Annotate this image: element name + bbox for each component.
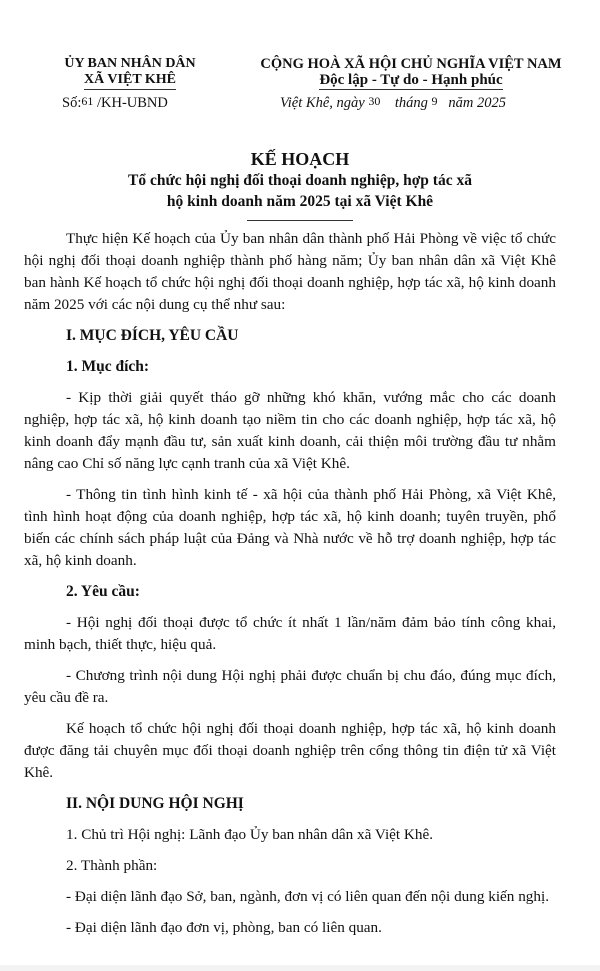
title-sub-2: hộ kinh doanh năm 2025 tại xã Việt Khê bbox=[166, 193, 434, 210]
section-1-2-paragraph-3: Kế hoạch tổ chức hội nghị đối thoại doanh nghiệp, hợp tác xã, hộ kinh doanh được đăng tải chuyên mục đối thoại doanh nghiệp trên cổng thông tin điện tử xã Việt Khê. bbox=[24, 720, 556, 781]
nation-name: CỘNG HOÀ XÃ HỘI CHỦ NGHĨA VIỆT NAM bbox=[260, 56, 562, 72]
doc-number-value: 61 bbox=[81, 94, 94, 108]
date-day: 30 bbox=[368, 94, 381, 108]
date-place: Việt Khê, ngày bbox=[280, 95, 369, 111]
section-1-2-paragraph-1: - Hội nghị đối thoại được tổ chức ít nhất 1 lần/năm đảm bảo tính công khai, minh bạch, thiết thực, hiệu quả. bbox=[24, 614, 556, 653]
document-number bbox=[62, 95, 168, 112]
place-date bbox=[280, 95, 506, 112]
section-1-1-paragraph-2: - Thông tin tình hình kinh tế - xã hội của thành phố Hải Phòng, xã Việt Khê, tình hình hoạt động của doanh nghiệp, hợp tác xã, hộ kinh doanh; tuyên truyền, phổ biến các chính sách pháp luật của Đảng và Nhà nước về hỗ trợ doanh nghiệp, hợp tác xã, hộ kinh doanh. bbox=[24, 486, 556, 569]
section-2-2-paragraph-2: - Đại diện lãnh đạo đơn vị, phòng, ban có liên quan. bbox=[66, 919, 382, 936]
section-1-1-heading: 1. Mục đích: bbox=[66, 358, 150, 375]
section-2-item-2: 2. Thành phần: bbox=[66, 857, 158, 874]
section-2-2-paragraph-1: - Đại diện lãnh đạo Sở, ban, ngành, đơn vị có liên quan đến nội dung kiến nghị. bbox=[66, 888, 549, 905]
document-title bbox=[0, 148, 600, 221]
doc-number-suffix: /KH-UBND bbox=[93, 95, 168, 111]
agency-line-1: ỦY BAN NHÂN DÂN bbox=[64, 56, 196, 71]
doc-number-prefix: Số: bbox=[62, 95, 82, 111]
agency-line-2: XÃ VIỆT KHÊ bbox=[84, 72, 176, 90]
issuing-agency bbox=[50, 56, 210, 90]
document-body bbox=[24, 228, 556, 948]
title-main: KẾ HOẠCH bbox=[250, 149, 350, 169]
section-1-2-heading: 2. Yêu cầu: bbox=[66, 583, 140, 600]
date-month: 9 bbox=[431, 94, 438, 108]
section-2-item-1: 1. Chủ trì Hội nghị: Lãnh đạo Ủy ban nhân dân xã Việt Khê. bbox=[66, 826, 434, 843]
date-month-label: tháng bbox=[380, 95, 432, 111]
section-1-1-paragraph-1: - Kịp thời giải quyết tháo gỡ những khó khăn, vướng mắc cho các doanh nghiệp, hợp tác xã, hộ kinh doanh tạo niềm tin cho các doanh nghiệp, hợp tác xã, hộ kinh doanh đẩy mạnh đầu tư, sản xuất kinh doanh, cải thiện môi trường đầu tư nhằm nâng cao Chỉ số năng lực cạnh tranh của xã Việt Khê. bbox=[24, 389, 556, 472]
section-2-heading: II. NỘI DUNG HỘI NGHỊ bbox=[66, 795, 244, 812]
section-1-2-paragraph-2: - Chương trình nội dung Hội nghị phải được chuẩn bị chu đáo, đúng mục đích, yêu cầu đề ra. bbox=[24, 667, 556, 706]
title-divider bbox=[247, 220, 353, 221]
page-bottom-edge bbox=[0, 965, 600, 971]
motto: Độc lập - Tự do - Hạnh phúc bbox=[319, 72, 503, 88]
section-1-heading: I. MỤC ĐÍCH, YÊU CẦU bbox=[66, 327, 239, 344]
title-sub-1: Tổ chức hội nghị đối thoại doanh nghiệp, hợp tác xã bbox=[128, 172, 472, 189]
intro-paragraph: Thực hiện Kế hoạch của Ủy ban nhân dân thành phố Hải Phòng về việc tổ chức hội nghị đối thoại doanh nghiệp thành phố hàng năm; Ủy ban nhân dân xã Việt Khê ban hành Kế hoạch tổ chức hội nghị đối thoại doanh nghiệp, hợp tác xã, hộ kinh doanh năm 2025 với các nội dung cụ thể như sau: bbox=[24, 230, 556, 313]
national-motto bbox=[246, 56, 576, 90]
date-year: năm 2025 bbox=[437, 95, 506, 111]
